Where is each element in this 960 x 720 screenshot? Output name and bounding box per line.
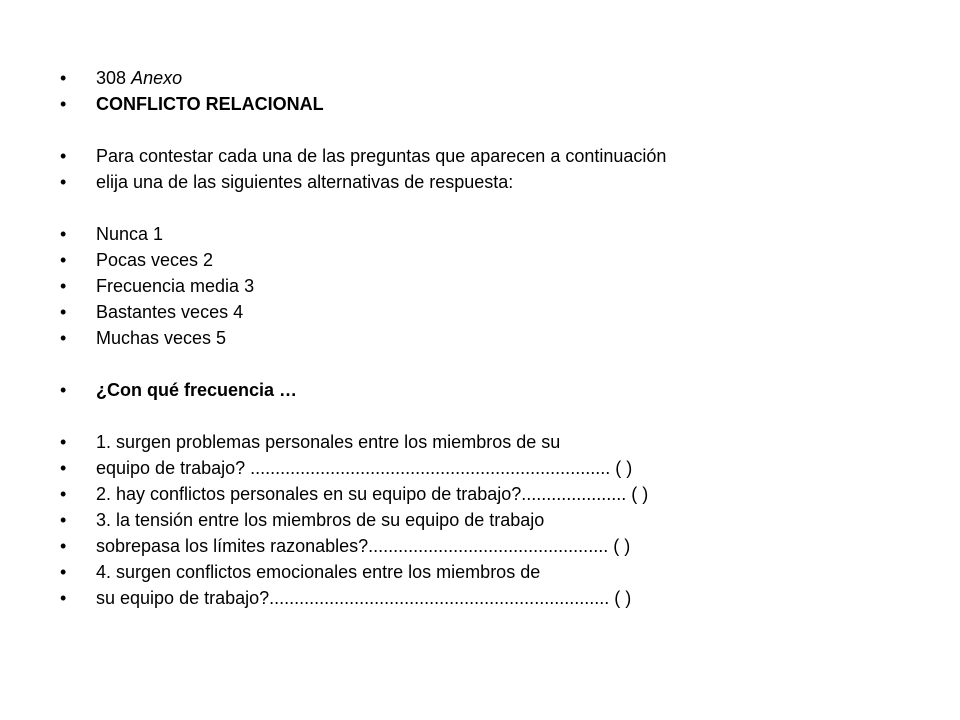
page-title: CONFLICTO RELACIONAL bbox=[96, 94, 324, 114]
bullet: • bbox=[60, 562, 67, 582]
instruction-line bbox=[60, 169, 513, 195]
scale-option-label: Pocas veces 2 bbox=[96, 250, 214, 270]
scale-option bbox=[60, 221, 163, 247]
question-line bbox=[60, 507, 544, 533]
scale-option-label: Muchas veces 5 bbox=[96, 328, 227, 348]
bullet: • bbox=[60, 588, 67, 608]
scale-option bbox=[60, 247, 213, 273]
bullet: • bbox=[60, 536, 67, 556]
bullet: • bbox=[60, 302, 67, 322]
question-text: sobrepasa los límites razonables?................................................ ( ) bbox=[96, 536, 631, 556]
bullet: • bbox=[60, 250, 67, 270]
bullet: • bbox=[60, 510, 67, 530]
bullet: • bbox=[60, 94, 67, 114]
question-line bbox=[60, 559, 540, 585]
bullet: • bbox=[60, 328, 67, 348]
question-text: 1. surgen problemas personales entre los miembros de su bbox=[96, 432, 561, 452]
scale-option bbox=[60, 273, 254, 299]
question-line bbox=[60, 533, 630, 559]
scale-option-label: Nunca 1 bbox=[96, 224, 164, 244]
scale-option-label: Bastantes veces 4 bbox=[96, 302, 244, 322]
scale-option-label: Frecuencia media 3 bbox=[96, 276, 255, 296]
question-text: 4. surgen conflictos emocionales entre los miembros de bbox=[96, 562, 541, 582]
header-line bbox=[60, 65, 182, 91]
question-intro: ¿Con qué frecuencia … bbox=[96, 380, 298, 400]
title-line bbox=[60, 91, 324, 117]
question-line bbox=[60, 585, 631, 611]
question-text: su equipo de trabajo?.................................................................... ( ) bbox=[96, 588, 632, 608]
scale-option bbox=[60, 325, 226, 351]
bullet: • bbox=[60, 380, 67, 400]
instruction-text: Para contestar cada una de las preguntas que aparecen a continuación bbox=[96, 146, 667, 166]
question-line bbox=[60, 455, 632, 481]
question-line bbox=[60, 481, 648, 507]
question-text: 3. la tensión entre los miembros de su equipo de trabajo bbox=[96, 510, 545, 530]
scale-option bbox=[60, 299, 243, 325]
bullet: • bbox=[60, 484, 67, 504]
question-intro-line bbox=[60, 377, 297, 403]
bullet: • bbox=[60, 224, 67, 244]
question-text: equipo de trabajo? ........................................................................ ( ) bbox=[96, 458, 633, 478]
bullet: • bbox=[60, 432, 67, 452]
bullet: • bbox=[60, 68, 67, 88]
instruction-line bbox=[60, 143, 666, 169]
bullet: • bbox=[60, 458, 67, 478]
question-line bbox=[60, 429, 560, 455]
section-label: Anexo bbox=[131, 68, 183, 88]
bullet: • bbox=[60, 172, 67, 192]
bullet: • bbox=[60, 276, 67, 296]
bullet: • bbox=[60, 146, 67, 166]
question-text: 2. hay conflictos personales en su equipo de trabajo?..................... ( ) bbox=[96, 484, 649, 504]
page-number: 308 bbox=[96, 68, 127, 88]
instruction-text: elija una de las siguientes alternativas de respuesta: bbox=[96, 172, 514, 192]
